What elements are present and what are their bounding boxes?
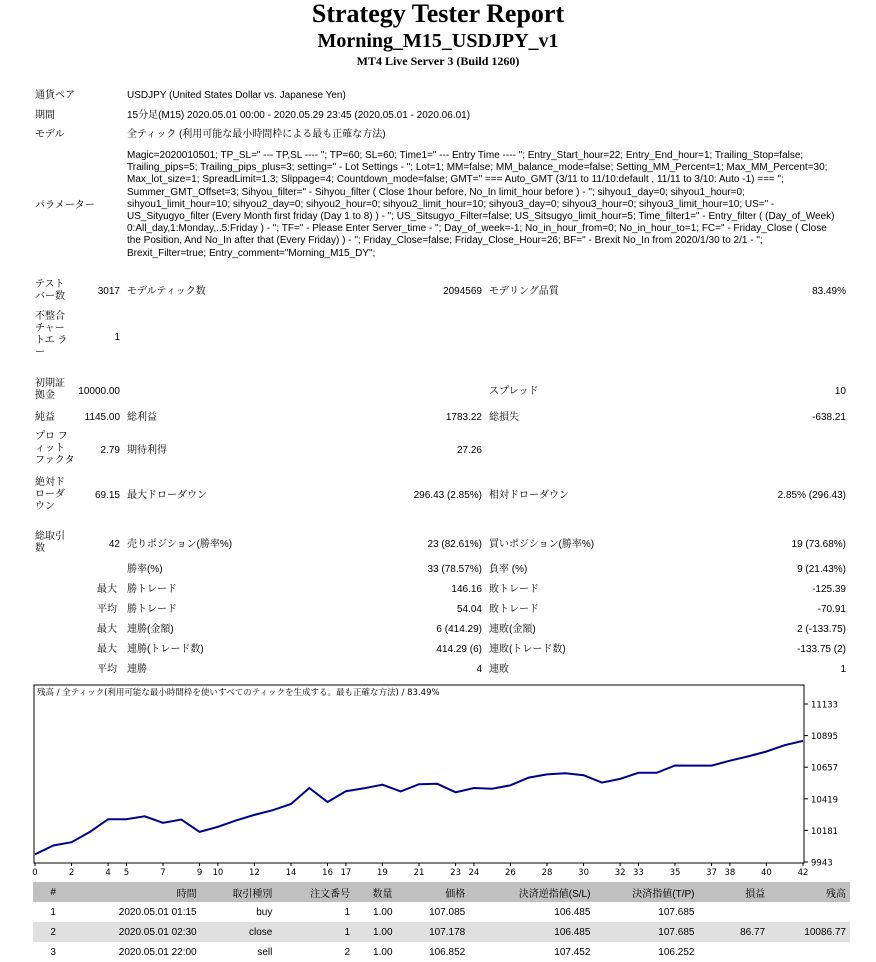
avg-cons-wins-value: 4 — [476, 664, 482, 675]
x-tick-label: 10 — [212, 868, 224, 878]
cons-wins-money-label: 連勝(金額) — [127, 624, 174, 635]
largest-loss-label: 敗トレード — [489, 584, 539, 595]
pf-value: 2.79 — [100, 445, 120, 456]
x-tick-label: 0 — [32, 868, 38, 878]
trade-profit: 86.77 — [698, 922, 769, 942]
y-tick-label: 9943 — [811, 858, 833, 869]
rel-dd-value: 2.85% (296.43) — [777, 490, 846, 501]
trade-tp: 107.685 — [594, 922, 698, 942]
y-tick-label: 10419 — [811, 795, 839, 806]
trade-price: 107.178 — [397, 922, 470, 942]
trade-sl: 106.485 — [554, 906, 591, 918]
x-tick-label: 28 — [541, 868, 553, 878]
largest-label: 最大 — [97, 584, 117, 595]
trade-balance — [769, 942, 850, 962]
table-row — [33, 902, 850, 922]
win-pct-value: 33 (78.57%) — [427, 564, 482, 575]
gross-profit-value: 1783.22 — [445, 412, 482, 423]
bars-label: テスト バー数 — [35, 279, 65, 302]
trades-header-row — [33, 882, 850, 902]
gross-profit-label: 総利益 — [127, 412, 157, 423]
cons-profit-value: 414.29 (6) — [436, 644, 482, 655]
server-name: MT4 Live Server 3 (Build 1260) — [356, 54, 520, 68]
long-label: 買いポジション(勝率%) — [489, 539, 595, 550]
avg-loss-value: -70.91 — [817, 604, 846, 615]
trade-time: 2020.05.01 22:00 — [118, 946, 197, 958]
avg-loss-label: 敗トレード — [489, 604, 539, 615]
trade-order: 1 — [276, 922, 354, 942]
plot-area — [34, 685, 804, 863]
trade-price: 107.085 — [429, 906, 466, 918]
trade-price: 106.852 — [429, 946, 466, 958]
y-tick-label: 10657 — [811, 763, 839, 774]
trade-order: 1 — [344, 906, 351, 918]
trade-tp: 106.252 — [658, 946, 695, 958]
trade-balance — [769, 902, 850, 922]
maximum-label: 最大 — [97, 624, 117, 635]
total-trades-value: 42 — [108, 539, 120, 550]
col-price: 価格 — [397, 882, 470, 902]
table-row — [33, 942, 850, 962]
short-label: 売りポジション(勝率%) — [127, 539, 233, 550]
x-tick-label: 19 — [377, 868, 388, 878]
x-tick-label: 40 — [761, 868, 772, 878]
symbol-value: USDJPY (United States Dollar vs. Japanese Yen) — [127, 90, 346, 101]
trade-type: close — [201, 922, 277, 942]
largest-win-value: 146.16 — [451, 584, 482, 595]
col-number: # — [33, 882, 73, 902]
x-tick-label: 4 — [105, 868, 111, 878]
x-tick-label: 26 — [505, 868, 516, 878]
x-tick-label: 21 — [413, 868, 425, 878]
short-value: 23 (82.61%) — [427, 539, 482, 550]
balance-chart — [33, 684, 845, 876]
average-label: 平均 — [97, 604, 117, 615]
trade-balance: 10086.77 — [769, 922, 850, 942]
rel-dd-label: 相対ドローダウン — [489, 490, 569, 501]
gross-loss-label: 総損失 — [489, 412, 519, 423]
spread-value: 10 — [834, 386, 846, 397]
spread-label: スプレッド — [489, 386, 539, 397]
loss-pct-value: 9 (21.43%) — [797, 564, 846, 575]
col-profit: 損益 — [698, 882, 769, 902]
expected-value: 27.26 — [456, 445, 482, 456]
x-tick-label: 2 — [68, 868, 75, 878]
x-tick-label: 42 — [797, 868, 809, 878]
col-tp: 決済指値(T/P) — [594, 882, 698, 902]
trade-tp: 107.685 — [658, 906, 695, 918]
avg-win-value: 54.04 — [456, 604, 482, 615]
x-tick-label: 37 — [706, 868, 717, 878]
x-tick-label: 12 — [249, 868, 260, 878]
params-value: Magic=2020010501; TP_SL=" --- TP,SL ---- "; TP=60; SL=60; Time1=" --- Entry Time ---- "; Entry_Start_hour=22; Entry_End_hour=1; Trailing_Stop=false; Trailing_pips=5; Trailing_pips_plus=3; setting=" - Lot Settings - "; Lot=1; MM=false; MM_balance_mode=false; Setting_MM_Percent=1; Max_MM_Percent=30; Max_lot_size=1; SpreadLimit=1.3; Slippage=4; Countdown_mode=false; GMT=" === Auto_GMT (3/11 to 11/10:default , 11/11 to 3/10: Auto -1) === "; Summer_GMT_Offset=3; Sihyou_filter=" - Sihyou_filter ( Close 1hour before, No_In limit_hour before ) - "; sihyou1_day=0; sihyou1_hour=0; sihyou1_limit_hour=10; sihyou2_day=0; sihyou2_hour=0; sihyou2_limit_hour=10; sihyou3_day=0; sihyou3_hour=0; sihyou3_limit_hour=10; US=" - US_Sityugyo_filter (Every Month first friday (Day 1 to 8) ) - "; US_Sitsugyo_Filter=false; US_Sitsugyo_limit_hour=5; Time_filter1=" - Entry_filter ( (Day_of_Week) 0:All_day,1:Monday,..5:Friday ) - "; TF=" - Please Enter Server_time - "; Day_of_week=-1; No_in_hour_from=0; No_in_hour_to=1; FC=" - Friday_Close ( Close the Position, And No_In after that (Every Friday) ) - "; Friday_Close=false; Friday_Close_Hour=26; BF=" - Brexit No_In from 2020/1/30 to 2/1 - "; Brexit_Filter=true; Entry_comment="Morning_M15_DY"; — [127, 150, 835, 259]
model-label: モデル — [35, 129, 65, 140]
deposit-value: 10000.00 — [78, 386, 120, 397]
long-value: 19 (73.68%) — [791, 539, 846, 550]
x-tick-label: 14 — [285, 868, 297, 878]
table-row — [33, 922, 850, 942]
trade-order: 2 — [344, 946, 351, 958]
trade-number: 1 — [50, 906, 56, 918]
col-balance: 残高 — [769, 882, 850, 902]
x-tick-label: 7 — [160, 868, 166, 878]
max-dd-value: 296.43 (2.85%) — [413, 490, 482, 501]
cons-losses-money-label: 連敗(金額) — [489, 624, 536, 635]
chart-title: 残高 / 全ティック(利用可能な最小時間枠を使いすべてのティックを生成する。最も正確な方法) / 83.49% — [37, 688, 440, 698]
total-trades-label: 総取引 数 — [35, 531, 65, 554]
cons-wins-money-value: 6 (414.29) — [436, 624, 482, 635]
report-title: Strategy Tester Report — [311, 0, 565, 28]
period-value: 15分足(M15) 2020.05.01 00:00 - 2020.05.29 23:45 (2020.05.01 - 2020.06.01) — [127, 110, 471, 121]
trade-size: 1.00 — [373, 946, 393, 958]
gross-loss-value: -638.21 — [812, 412, 846, 423]
ticks-value: 2094569 — [443, 286, 482, 297]
trade-number: 2 — [33, 922, 73, 942]
abs-dd-value: 69.15 — [94, 490, 120, 501]
x-tick-label: 32 — [614, 868, 626, 878]
cons-loss-label: 連敗(トレード数) — [489, 644, 566, 655]
trade-sl: 107.452 — [554, 946, 591, 958]
trade-profit — [698, 942, 769, 962]
maximal-label: 最大 — [97, 644, 117, 655]
average-cons-label: 平均 — [97, 664, 117, 675]
trade-time: 2020.05.01 01:15 — [118, 906, 197, 918]
expected-label: 期待利得 — [127, 445, 167, 456]
trade-profit — [698, 902, 769, 922]
y-tick-label: 11133 — [811, 700, 839, 711]
avg-cons-losses-label: 連敗 — [489, 664, 509, 675]
x-tick-label: 17 — [340, 868, 352, 878]
col-size: 数量 — [354, 882, 396, 902]
model-value: 全ティック (利用可能な最小時間枠による最も正確な方法) — [127, 129, 386, 140]
x-tick-label: 24 — [468, 868, 480, 878]
trade-number: 3 — [50, 946, 56, 958]
x-tick-label: 16 — [322, 868, 333, 878]
period-label: 期間 — [35, 110, 55, 121]
trade-time: 2020.05.01 02:30 — [73, 922, 200, 942]
quality-label: モデリング品質 — [489, 286, 559, 297]
trade-type: buy — [256, 906, 273, 918]
x-tick-label: 33 — [633, 868, 644, 878]
ticks-label: モデルティック数 — [127, 286, 206, 297]
deposit-label: 初期証 拠金 — [35, 378, 65, 401]
avg-win-label: 勝トレード — [127, 604, 177, 615]
net-label: 純益 — [35, 412, 55, 423]
pf-label: プロ フィット ファクタ — [35, 431, 75, 466]
symbol-label: 通貨ペア — [35, 90, 75, 101]
col-order: 注文番号 — [276, 882, 354, 902]
x-tick-label: 9 — [196, 868, 203, 878]
cons-losses-money-value: 2 (-133.75) — [797, 624, 846, 635]
largest-win-label: 勝トレード — [127, 584, 177, 595]
win-pct-label: 勝率(%) — [127, 564, 163, 575]
col-sl: 決済逆指値(S/L) — [469, 882, 594, 902]
bars-value: 3017 — [97, 286, 120, 297]
x-tick-label: 30 — [578, 868, 589, 878]
cons-profit-label: 連勝(トレード数) — [127, 644, 204, 655]
loss-pct-label: 負率 (%) — [489, 564, 528, 575]
report-subtitle: Morning_M15_USDJPY_v1 — [317, 30, 559, 52]
net-value: 1145.00 — [84, 412, 120, 423]
trade-size: 1.00 — [354, 922, 396, 942]
cons-loss-value: -133.75 (2) — [797, 644, 846, 655]
trade-size: 1.00 — [373, 906, 393, 918]
max-dd-label: 最大ドローダウン — [127, 490, 207, 501]
avg-cons-losses-value: 1 — [840, 664, 846, 675]
largest-loss-value: -125.39 — [812, 584, 846, 595]
abs-dd-label: 絶対ド ローダ ウン — [35, 477, 65, 512]
trades-table — [33, 882, 850, 962]
x-tick-label: 23 — [450, 868, 461, 878]
col-type: 取引種別 — [201, 882, 277, 902]
col-time: 時間 — [73, 882, 200, 902]
x-tick-label: 5 — [123, 868, 130, 878]
mismatch-value: 1 — [114, 332, 120, 343]
params-label: パラメーター — [35, 200, 95, 211]
trade-type: sell — [257, 946, 273, 958]
mismatch-label: 不整合 チャー トエ ラー — [35, 311, 68, 358]
y-tick-label: 10181 — [811, 826, 839, 837]
trade-sl: 106.485 — [469, 922, 594, 942]
x-tick-label: 38 — [724, 868, 736, 878]
quality-value: 83.49% — [812, 286, 846, 297]
avg-cons-wins-label: 連勝 — [127, 664, 147, 675]
x-tick-label: 35 — [669, 868, 681, 878]
y-tick-label: 10895 — [811, 732, 839, 743]
